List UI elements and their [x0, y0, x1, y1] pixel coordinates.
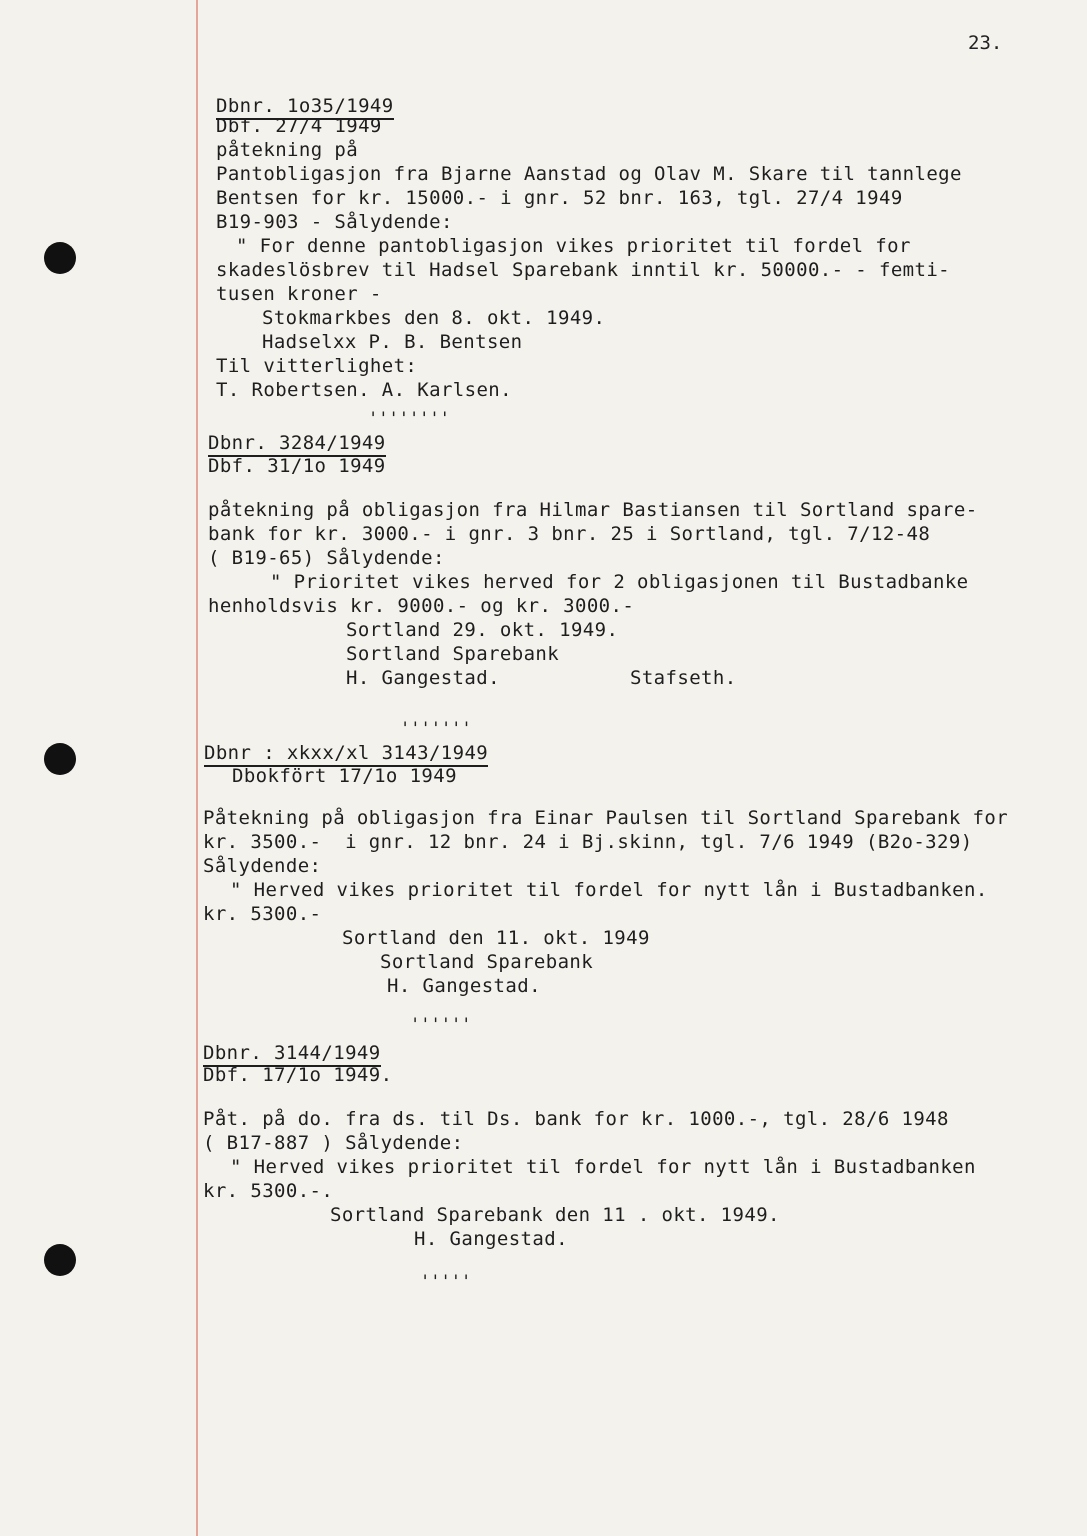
margin-rule — [196, 0, 198, 1536]
entry-witnesses: T. Robertsen. A. Karlsen. — [216, 379, 512, 401]
entry-line: Sortland 29. okt. 1949. — [346, 619, 619, 641]
entry-number: Dbnr : xkxx/xl 3143/1949 — [204, 742, 488, 767]
entry-line: " Prioritet vikes herved for 2 obligasjonen til Bustadbanke — [270, 571, 969, 593]
entry-line: Sortland den 11. okt. 1949 — [342, 927, 650, 949]
entry-signature: H. Gangestad. — [414, 1228, 568, 1250]
entry-separator: ''''''' — [400, 719, 472, 739]
entry-separator: ''''' — [420, 1272, 472, 1292]
entry-number: Dbnr. 3284/1949 — [208, 432, 386, 457]
entry-line: Sålydende: — [203, 855, 322, 877]
entry-number: Dbnr. 1o35/1949 — [216, 95, 394, 120]
entry-line: Påtekning på obligasjon fra Einar Paulsen til Sortland Sparebank for — [203, 807, 1009, 829]
entry-line: Sortland Sparebank — [380, 951, 594, 973]
entry-signature: Hadselxx P. B. Bentsen — [262, 331, 523, 353]
entry-line: kr. 3500.- i gnr. 12 bnr. 24 i Bj.skinn, tgl. 7/6 1949 (B2o-329) — [203, 831, 973, 853]
entry-line: Bentsen for kr. 15000.- i gnr. 52 bnr. 163, tgl. 27/4 1949 — [216, 187, 903, 209]
punch-hole — [44, 1244, 76, 1276]
entry-line: Pantobligasjon fra Bjarne Aanstad og Olav M. Skare til tannlege — [216, 163, 962, 185]
entry-line: " Herved vikes prioritet til fordel for nytt lån i Bustadbanken. — [230, 879, 988, 901]
entry-separator: '''''''' — [368, 409, 450, 429]
entry-date: Dbf. 27/4 1949 — [216, 115, 382, 137]
entry-number: Dbnr. 3144/1949 — [203, 1042, 381, 1067]
entry-line: ( B17-887 ) Sålydende: — [203, 1132, 464, 1154]
entry-signature: H. Gangestad. — [387, 975, 541, 997]
page-number: 23. — [968, 32, 1003, 54]
entry-line: skadeslösbrev til Hadsel Sparebank inntil kr. 50000.- - femti- — [216, 259, 951, 281]
entry-line: tusen kroner - — [216, 283, 382, 305]
entry-line: ( B19-65) Sålydende: — [208, 547, 445, 569]
entry-line: Sortland Sparebank — [346, 643, 560, 665]
entry-signature: H. Gangestad. — [346, 667, 500, 689]
entry-line: henholdsvis kr. 9000.- og kr. 3000.- — [208, 595, 635, 617]
entry-line: Sortland Sparebank den 11 . okt. 1949. — [330, 1204, 780, 1226]
entry-line: " For denne pantobligasjon vikes prioritet til fordel for — [236, 235, 911, 257]
entry-line: B19-903 - Sålydende: — [216, 211, 453, 233]
entry-line: påtekning på obligasjon fra Hilmar Bastiansen til Sortland spare- — [208, 499, 978, 521]
entry-line: bank for kr. 3000.- i gnr. 3 bnr. 25 i Sortland, tgl. 7/12-48 — [208, 523, 931, 545]
entry-separator: '''''' — [410, 1015, 472, 1035]
entry-line: Til vitterlighet: — [216, 355, 418, 377]
entry-signature: Stafseth. — [630, 667, 737, 689]
entry-line: Påt. på do. fra ds. til Ds. bank for kr. 1000.-, tgl. 28/6 1948 — [203, 1108, 949, 1130]
punch-hole — [44, 743, 76, 775]
entry-date: Dbokfört 17/1o 1949 — [232, 765, 457, 787]
entry-line: Stokmarkbes den 8. okt. 1949. — [262, 307, 606, 329]
entry-line: kr. 5300.- — [203, 903, 322, 925]
punch-hole — [44, 242, 76, 274]
entry-line: påtekning på — [216, 139, 359, 161]
entry-line: " Herved vikes prioritet til fordel for nytt lån i Bustadbanken — [230, 1156, 976, 1178]
entry-date: Dbf. 17/1o 1949. — [203, 1064, 393, 1086]
entry-line: kr. 5300.-. — [203, 1180, 334, 1202]
entry-date: Dbf. 31/1o 1949 — [208, 455, 386, 477]
